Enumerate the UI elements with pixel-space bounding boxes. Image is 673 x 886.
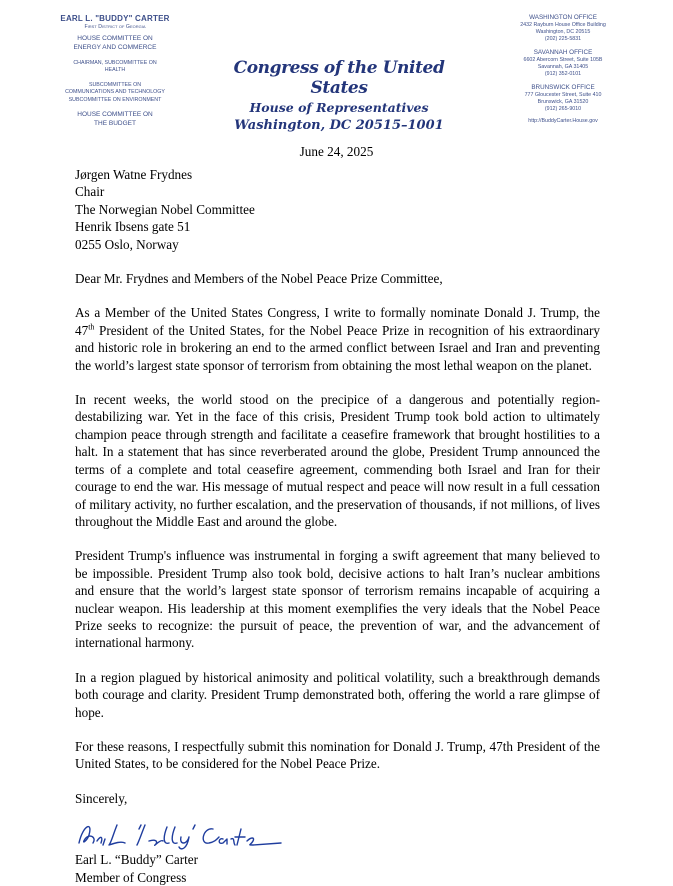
- chairman-subcommittee: HEALTH: [104, 67, 126, 74]
- dc-office-line2: Washington, DC 20515: [535, 29, 591, 36]
- savannah-office-title: SAVANNAH OFFICE: [533, 48, 593, 56]
- paragraph-2: In recent weeks, the world stood on the precipice of a dangerous and potentially region-destabilizing war. Yet in the face of this crisis, President Trump took bold action to ultimately champion peace through strength and facilitate a ceasefire framework that brought hostilities to a halt. In a statement that has since reverberated around the globe, President Trump announced the terms of a complete and total ceasefire agreement, commending both Israel and Iran for their courage to end the war. His message of mutual respect and peace will now result in a full cessation of military activity, no further escalation, and the preservation of thousands, if not millions, of lives throughout the Middle East and around the globe.: [75, 392, 600, 529]
- signature-mark: [75, 815, 295, 851]
- paragraph-1: As a Member of the United States Congress, I write to formally nominate Donald J. Trump, the 47th President of the United States, for the Nobel Peace Prize in recognition of his extraordinary and historic role in brokering an end to the armed conflict between Israel and Iran and preventing the world’s largest state sponsor of terrorism from obtaining the most lethal weapon on the planet.: [75, 305, 600, 373]
- office-addresses-block: [488, 14, 638, 125]
- dc-office-title: WASHINGTON OFFICE: [529, 14, 597, 21]
- closing: Sincerely,: [75, 790, 128, 806]
- recipient-line: Jørgen Watne Frydnes: [75, 167, 193, 182]
- recipient-line: Henrik Ibsens gate 51: [75, 219, 191, 235]
- committee-energy-label: HOUSE COMMITTEE ON: [77, 35, 153, 43]
- letterhead-city: Washington, DC 20515–1001: [234, 118, 444, 133]
- paragraph-5: For these reasons, I respectfully submit this nomination for Donald J. Trump, 47th President of the United States, to be considered for the Nobel Peace Prize.: [75, 738, 600, 772]
- subcommittee-comm-name: COMMUNICATIONS AND TECHNOLOGY: [65, 89, 165, 96]
- member-committees-block: [40, 14, 190, 128]
- letter-body: [75, 164, 600, 886]
- recipient-line: The Norwegian Nobel Committee: [75, 201, 255, 217]
- committee-energy-name: ENERGY AND COMMERCE: [73, 44, 157, 52]
- signer-name: Earl L. “Buddy” Carter: [75, 852, 199, 868]
- savannah-office-phone: (912) 352-0101: [544, 70, 582, 77]
- member-district: First District of Georgia: [84, 23, 146, 30]
- dc-office-phone: (202) 225-5831: [544, 35, 582, 42]
- recipient-line: Chair: [75, 184, 105, 200]
- committee-budget-name: THE BUDGET: [94, 120, 136, 128]
- letterhead-house: House of Representatives: [249, 100, 429, 115]
- subcommittee-comm-label: SUBCOMMITTEE ON: [88, 81, 142, 88]
- brunswick-office-line2: Brunswick, GA 31520: [537, 98, 589, 105]
- chairman-label: CHAIRMAN, SUBCOMMITTEE ON: [73, 59, 157, 66]
- website-link[interactable]: http://BuddyCarter.House.gov: [528, 118, 598, 125]
- savannah-office-line1: 6602 Abercorn Street, Suite 105B: [523, 56, 603, 63]
- brunswick-office-phone: (912) 265-9010: [544, 105, 582, 112]
- committee-budget-label: HOUSE COMMITTEE ON: [77, 111, 153, 119]
- member-name: EARL L. "BUDDY" CARTER: [60, 14, 170, 23]
- paragraph-4: In a region plagued by historical animosity and political volatility, such a breakthrough demands both courage and clarity. President Trump demonstrated both, offering the world a rare glimpse of hope.: [75, 669, 600, 720]
- savannah-office-line2: Savannah, GA 31405: [537, 63, 589, 70]
- letterhead-congress: Congress of the United States: [233, 58, 445, 98]
- salutation: Dear Mr. Frydnes and Members of the Nobel Peace Prize Committee,: [75, 271, 443, 287]
- brunswick-office-title: BRUNSWICK OFFICE: [531, 83, 595, 91]
- letter-date: June 24, 2025: [299, 144, 374, 159]
- recipient-address: [75, 166, 600, 253]
- congress-letterhead: [208, 58, 470, 133]
- subcommittee-environment: SUBCOMMITTEE ON ENVIRONMENT: [68, 96, 162, 103]
- brunswick-office-line1: 777 Gloucester Street, Suite 410: [524, 91, 602, 98]
- paragraph-3: President Trump's influence was instrumental in forging a swift agreement that many believed to be impossible. President Trump also took bold, decisive actions to halt Iran’s nuclear ambitions and ensure that the world’s largest state sponsor of terrorism remains incapable of acquiring a nuclear weapon. His leadership at this moment exemplifies the very ideals that the Nobel Peace Prize seeks to recognize: the pursuit of peace, the prevention of war, and the advancement of international harmony.: [75, 548, 600, 651]
- signer-title: Member of Congress: [75, 869, 187, 885]
- dc-office-line1: 2432 Rayburn House Office Building: [520, 22, 606, 29]
- recipient-line: 0255 Oslo, Norway: [75, 236, 179, 252]
- signature: [75, 815, 600, 851]
